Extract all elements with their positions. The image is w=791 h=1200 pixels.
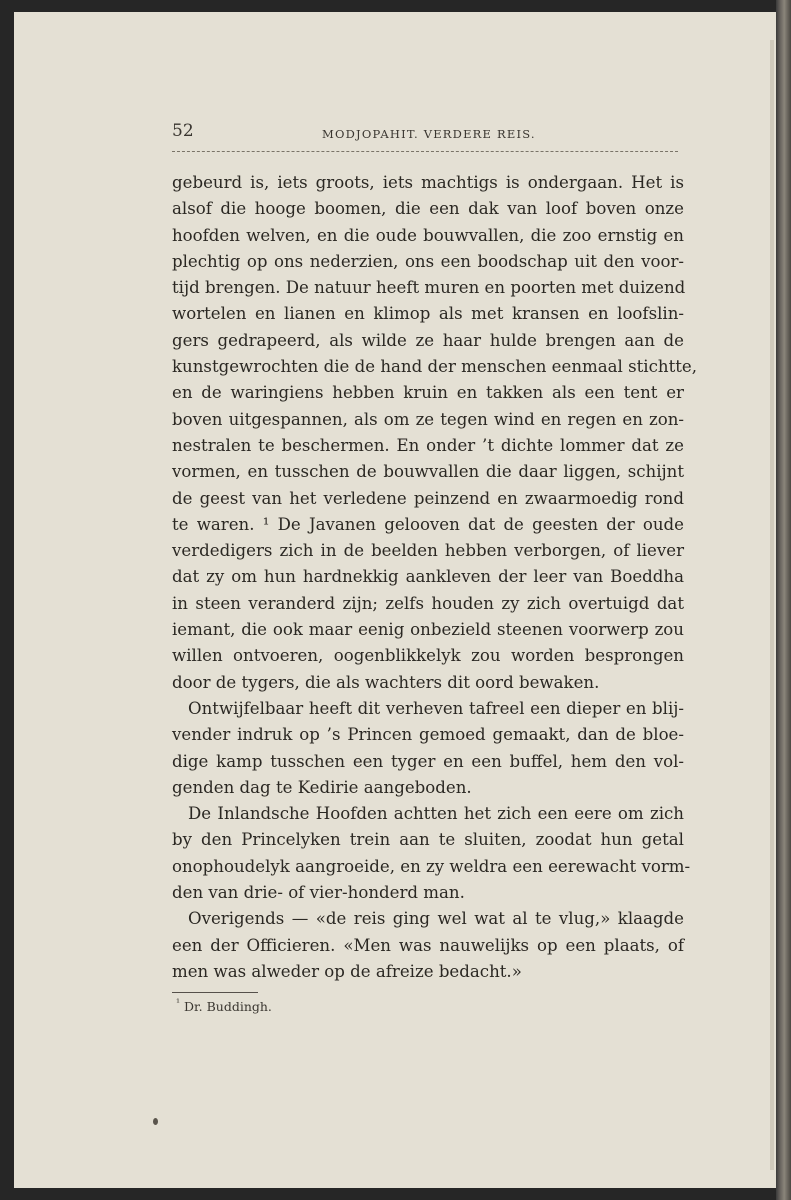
text-line: door de tygers, die als wachters dit oord bewaken. — [172, 672, 600, 692]
text-line: by den Princelyken trein aan te sluiten, zoodat hun getal — [172, 830, 684, 850]
text-line: Ontwijfelbaar heeft dit verheven tafreel een dieper en blij- — [188, 698, 684, 718]
footnote-rule — [172, 992, 258, 993]
text-line: in steen veranderd zijn; zelfs houden zy zich overtuigd dat — [172, 593, 684, 613]
text-line: De Inlandsche Hoofden achtten het zich een eere om zich — [188, 804, 684, 824]
text-line: de geest van het verledene peinzend en zwaarmoedig rond — [172, 488, 684, 508]
text-line: vormen, en tusschen de bouwvallen die daar liggen, schijnt — [172, 462, 684, 482]
text-line: plechtig op ons nederzien, ons een boodschap uit den voor- — [172, 251, 684, 271]
text-line: hoofden welven, en die oude bouwvallen, die zoo ernstig en — [172, 225, 684, 245]
text-line: genden dag te Kedirie aangeboden. — [172, 777, 472, 797]
text-line: dige kamp tusschen een tyger en een buffel, hem den vol- — [172, 751, 684, 771]
running-header — [172, 121, 678, 145]
page-number: 52 — [172, 121, 194, 141]
header-rule — [172, 151, 678, 152]
text-line: gebeurd is, iets groots, iets machtigs is ondergaan. Het is — [172, 173, 684, 192]
text-line: vender indruk op ’s Princen gemoed gemaakt, dan de bloe- — [172, 725, 684, 745]
page-edge-shadow — [770, 40, 774, 1170]
text-line: dat zy om hun hardnekkig aankleven der leer van Boeddha — [172, 567, 684, 587]
text-line: men was alweder op de afreize bedacht.» — [172, 961, 522, 981]
text-line: nestralen te beschermen. En onder ’t dichte lommer dat ze — [172, 435, 684, 455]
paper-speck — [153, 1118, 158, 1125]
text-line: iemant, die ook maar eenig onbezield steenen voorwerp zou — [172, 620, 684, 640]
text-line: boven uitgespannen, als om ze tegen wind en regen en zon- — [172, 409, 684, 429]
text-line: tijd brengen. De natuur heeft muren en poorten met duizend — [172, 278, 686, 298]
footnote-text: Dr. Buddingh. — [184, 999, 272, 1015]
text-line: verdedigers zich in de beelden hebben verborgen, of liever — [172, 541, 684, 561]
text-line: alsof die hooge boomen, die een dak van loof boven onze — [172, 199, 684, 219]
text-line: en de waringiens hebben kruin en takken als een tent er — [172, 383, 684, 403]
footnote — [176, 998, 272, 1014]
text-line: gers gedrapeerd, als wilde ze haar hulde brengen aan de — [172, 330, 684, 350]
body-text — [172, 170, 698, 985]
text-line: een der Officieren. «Men was nauwelijks op een plaats, of — [172, 935, 684, 955]
text-line: den van drie- of vier-honderd man. — [172, 883, 465, 903]
running-title: MODJOPAHIT. VERDERE REIS. — [322, 127, 536, 141]
text-line: Overigends — «de reis ging wel wat al te vlug,» klaagde — [188, 909, 684, 929]
text-line: onophoudelyk aangroeide, en zy weldra een eerewacht vorm- — [172, 856, 691, 876]
book-spine-edge — [776, 0, 791, 1200]
footnote-mark: ¹ — [176, 998, 181, 1009]
text-line: wortelen en lianen en klimop als met kransen en loofslin- — [172, 304, 684, 324]
text-line: willen ontvoeren, oogenblikkelyk zou worden besprongen — [172, 646, 684, 666]
text-line: te waren. ¹ De Javanen gelooven dat de geesten der oude — [172, 514, 684, 534]
text-line: kunstgewrochten die de hand der menschen eenmaal stichtte, — [172, 357, 698, 377]
